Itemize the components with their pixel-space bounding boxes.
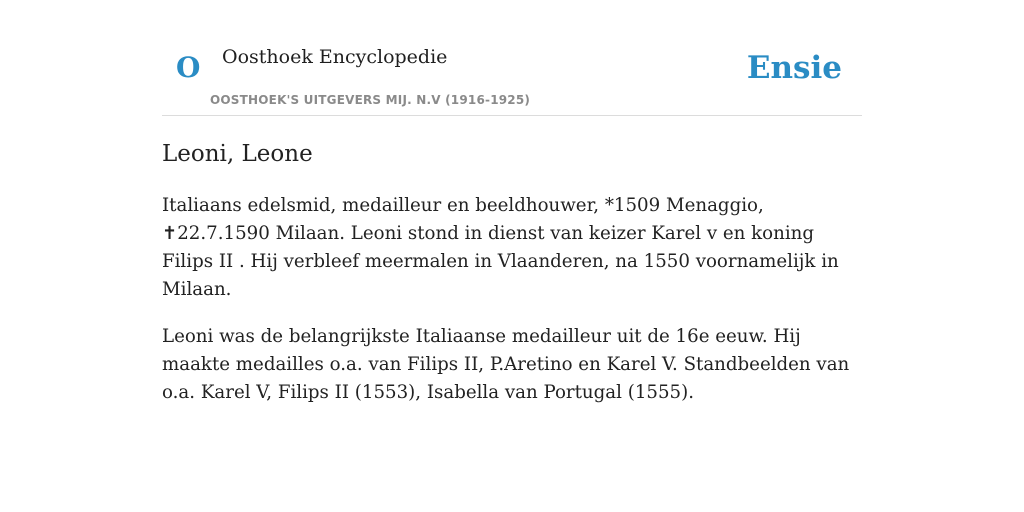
encyclopedia-title-link[interactable]: Oosthoek Encyclopedie: [222, 46, 448, 68]
article: [162, 138, 862, 426]
site-header: [162, 36, 862, 116]
article-paragraph: Italiaans edelsmid, medailleur en beeldhouwer, *1509 Menaggio, ✝22.7.1590 Milaan. Leoni stond in dienst van keizer Karel v en koning Filips II . Hij verbleef meermalen in Vlaanderen, na 1550 voornamelijk in Milaan.: [162, 195, 839, 300]
ensie-logo-link[interactable]: Ensie: [746, 50, 842, 86]
publisher-label: OOSTHOEK'S UITGEVERS MIJ. N.V (1916-1925): [210, 93, 531, 107]
encyclopedia-logo[interactable]: O: [176, 51, 201, 84]
article-paragraph: Leoni was de belangrijkste Italiaanse medailleur uit de 16e eeuw. Hij maakte medailles o.a. van Filips II, P.Aretino en Karel V. Standbeelden van o.a. Karel V, Filips II (1553), Isabella van Portugal (1555).: [162, 326, 850, 403]
article-title: Leoni, Leone: [162, 141, 313, 167]
